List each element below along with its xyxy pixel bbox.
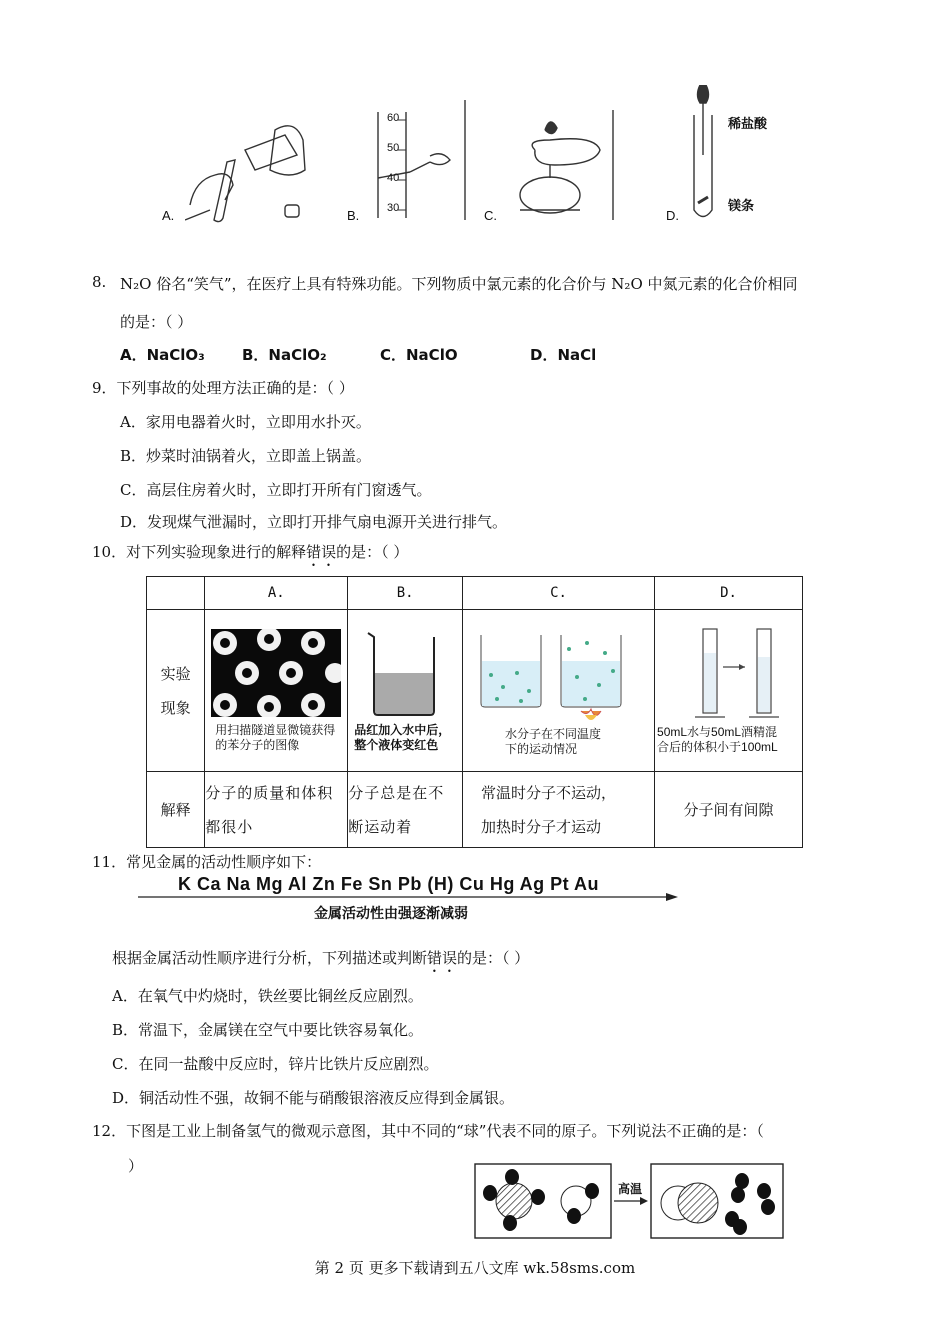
figure-label-d: D. — [666, 208, 679, 223]
q11-lead-emphasis: 错误 — [427, 949, 458, 967]
q10-caption-d: 50mL水与50mL酒精混合后的体积小于100mL — [657, 724, 778, 754]
figure-d-test-tube — [690, 85, 730, 225]
q10-stem-pre: 10．对下列实验现象进行的解释 — [92, 543, 307, 561]
tick-60: 60 — [387, 112, 400, 124]
label-mg-ribbon: 镁条 — [728, 198, 755, 213]
q9-option-b: B．炒菜时油锅着火，立即盖上锅盖。 — [120, 447, 372, 465]
q11-lead — [112, 947, 529, 976]
q10-explanation-row — [147, 772, 803, 848]
q11-lead-post: 的是：（ ） — [457, 949, 530, 967]
q10-header-d: D. — [655, 577, 803, 610]
q10-phenomenon-row — [147, 610, 803, 772]
q10-stem — [92, 541, 408, 570]
q10-header-a: A. — [205, 577, 348, 610]
water-molecules-image — [469, 625, 647, 725]
q11-option-c: C．在同一盐酸中反应时，锌片比铁片反应剧烈。 — [112, 1055, 439, 1073]
q9-option-d: D．发现煤气泄漏时，立即打开排气扇电源开关进行排气。 — [120, 513, 508, 531]
q10-explanation-a: 分子的质量和体积都很小 — [205, 772, 348, 848]
q10-table — [146, 576, 803, 848]
tick-50: 50 — [387, 142, 400, 154]
tick-40: 40 — [387, 172, 400, 184]
q8-option-c: C．NaClO — [380, 346, 458, 364]
q12-products-box — [650, 1163, 784, 1239]
q10-caption-a: 用扫描隧道显微镜获得的苯分子的图像 — [215, 722, 336, 752]
q8-option-b: B．NaClO₂ — [242, 346, 327, 364]
q8-stem-line2: 的是：（ ） — [120, 313, 193, 331]
q9-option-a: A．家用电器着火时，立即用水扑灭。 — [120, 413, 371, 431]
beaker-image — [364, 629, 444, 719]
q10-caption-b: 品红加入水中后，整个液体变红色 — [354, 722, 451, 752]
q10-row2-label: 解释 — [147, 772, 205, 848]
q12-arrow — [614, 1196, 648, 1206]
q10-cell-d — [655, 610, 803, 772]
q10-header-b: B. — [348, 577, 463, 610]
q10-cell-c — [463, 610, 655, 772]
figure-label-b: B. — [347, 208, 360, 223]
figure-label-a: A. — [162, 208, 175, 223]
q10-explanation-d: 分子间有间隙 — [655, 772, 803, 848]
figure-b-cylinder-reading — [370, 100, 470, 220]
q11-lead-pre: 根据金属活动性顺序进行分析，下列描述或判断 — [112, 949, 428, 967]
q8-option-a: A．NaClO₃ — [120, 346, 205, 364]
figure-c-alcohol-lamp — [505, 110, 617, 225]
q10-caption-c: 水分子在不同温度下的运动情况 — [505, 726, 602, 756]
q10-row1-label: 实验 现象 — [147, 610, 205, 772]
q12-reactants-box — [474, 1163, 612, 1239]
q10-cell-b — [348, 610, 463, 772]
q10-cell-a — [205, 610, 348, 772]
metal-activity-series: K Ca Na Mg Al Zn Fe Sn Pb (H) Cu Hg Ag Pt Au — [178, 874, 599, 894]
q11-option-a: A．在氧气中灼烧时，铁丝要比铜丝反应剧烈。 — [112, 987, 423, 1005]
q12-arrow-label: 高温 — [618, 1182, 643, 1196]
q8-number: 8. — [92, 273, 107, 291]
tick-30: 30 — [387, 202, 400, 214]
q8-option-d: D．NaCl — [530, 346, 597, 364]
q10-header-row — [147, 577, 803, 610]
q9-option-c: C．高层住房着火时，立即打开所有门窗透气。 — [120, 481, 432, 499]
activity-arrow — [138, 892, 678, 902]
cylinders-image — [657, 627, 797, 723]
q12-stem-line2: ） — [128, 1157, 144, 1175]
q11-stem: 11．常见金属的活动性顺序如下： — [92, 853, 322, 871]
label-dilute-acid: 稀盐酸 — [728, 116, 768, 131]
page-footer: 第 2 页 更多下载请到五八文库 wk.58sms.com — [314, 1259, 636, 1277]
q10-stem-post: 的是：（ ） — [336, 543, 409, 561]
benzene-stm-image — [211, 629, 341, 717]
q10-header-c: C. — [463, 577, 655, 610]
q8-stem-line1: N₂O 俗名“笑气”，在医疗上具有特殊功能。下列物质中氯元素的化合价与 N₂O 中氮元素的化合价相同 — [120, 275, 798, 293]
q9-stem: 9．下列事故的处理方法正确的是：（ ） — [92, 379, 354, 397]
q11-option-d: D．铜活动性不强，故铜不能与硝酸银溶液反应得到金属银。 — [112, 1089, 515, 1107]
q11-option-b: B．常温下，金属镁在空气中要比铁容易氧化。 — [112, 1021, 424, 1039]
q10-explanation-b: 分子总是在不断运动着 — [348, 772, 463, 848]
q10-stem-emphasis: 错误 — [306, 543, 337, 561]
q12-stem-line1: 12．下图是工业上制备氢气的微观示意图，其中不同的“球”代表不同的原子。下列说法不正确的是：（ — [92, 1122, 764, 1140]
metal-activity-caption: 金属活动性由强逐渐减弱 — [314, 906, 468, 922]
figure-a-pouring — [185, 110, 315, 225]
figure-label-c: C. — [484, 208, 497, 223]
q10-explanation-c: 常温时分子不运动，加热时分子才运动 — [463, 772, 655, 848]
